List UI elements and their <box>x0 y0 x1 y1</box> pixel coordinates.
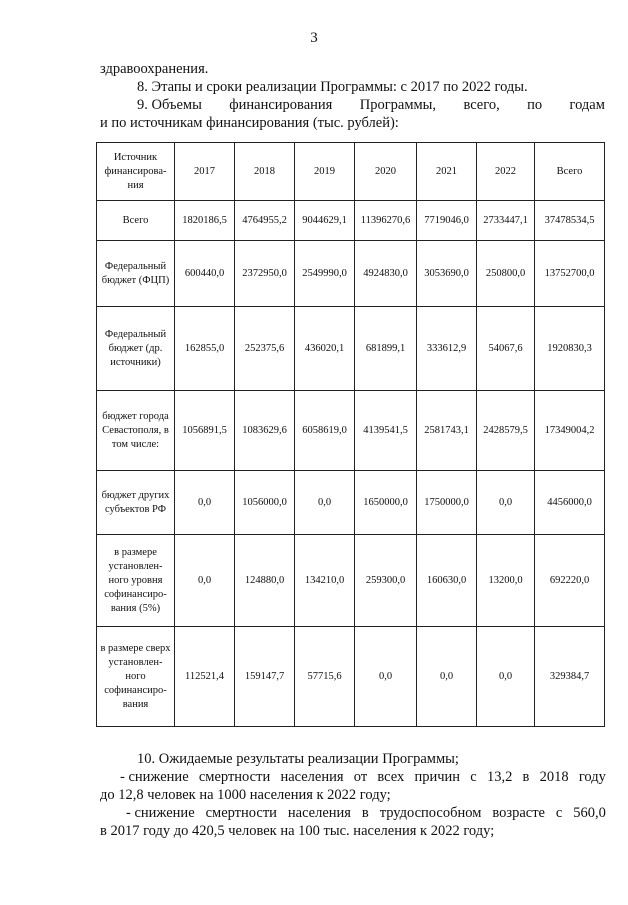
cell-value: 4456000,0 <box>535 471 605 535</box>
table-row <box>97 391 605 471</box>
cell-value: 2428579,5 <box>477 391 535 471</box>
financing-table <box>96 142 605 727</box>
bullet-word: - снижение <box>126 805 195 821</box>
cell-value: 0,0 <box>175 471 235 535</box>
row-label: бюджет города Севастополя, в том числе: <box>97 391 175 471</box>
section-10-bullet-1-line-1 <box>120 768 606 786</box>
cell-value: 4764955,2 <box>235 201 295 241</box>
cell-value: 252375,6 <box>235 307 295 391</box>
header-year: 2021 <box>417 143 477 201</box>
section-9-word: годам <box>569 97 605 113</box>
cell-value: 259300,0 <box>355 535 417 627</box>
header-year: 2018 <box>235 143 295 201</box>
section-9-line-1 <box>137 96 605 114</box>
table-row <box>97 471 605 535</box>
cell-value: 11396270,6 <box>355 201 417 241</box>
cell-value: 2549990,0 <box>295 241 355 307</box>
intro-line: здравоохранения. <box>100 61 209 77</box>
row-label: в размере установлен-ного уровня софинансиро-вания (5%) <box>97 535 175 627</box>
bullet-word: году <box>578 769 606 785</box>
section-10-bullet-2-line-1 <box>126 804 606 822</box>
section-8-text: 8. Этапы и сроки реализации Программы: с 2017 по 2022 годы. <box>137 79 528 95</box>
cell-value: 0,0 <box>417 627 477 727</box>
cell-value: 2733447,1 <box>477 201 535 241</box>
cell-value: 0,0 <box>175 535 235 627</box>
bullet-word: смертности <box>198 769 271 785</box>
bullet-word: в <box>361 805 369 821</box>
bullet-word: всех <box>377 769 405 785</box>
section-9-word: по <box>527 97 543 113</box>
cell-value: 160630,0 <box>417 535 477 627</box>
cell-value: 54067,6 <box>477 307 535 391</box>
bullet-word: с <box>470 769 477 785</box>
table-row <box>97 535 605 627</box>
cell-value: 2581743,1 <box>417 391 477 471</box>
row-label: Федеральный бюджет (ФЦП) <box>97 241 175 307</box>
cell-value: 1750000,0 <box>417 471 477 535</box>
section-10-title: 10. Ожидаемые результаты реализации Программы; <box>137 751 459 767</box>
cell-value: 1083629,6 <box>235 391 295 471</box>
cell-value: 134210,0 <box>295 535 355 627</box>
table-row <box>97 241 605 307</box>
cell-value: 7719046,0 <box>417 201 477 241</box>
row-label: в размере сверх установлен-ного софинансиро-вания <box>97 627 175 727</box>
bullet-word: 13,2 <box>486 769 513 785</box>
section-9-word: Программы, <box>359 97 437 113</box>
cell-value: 124880,0 <box>235 535 295 627</box>
bullet-word: населения <box>287 805 351 821</box>
bullet-word: трудоспособном <box>379 805 482 821</box>
row-label: бюджет других субъектов РФ <box>97 471 175 535</box>
section-10-bullet-1-line-2: до 12,8 человек на 1000 населения к 2022 году; <box>100 787 391 803</box>
cell-value: 4139541,5 <box>355 391 417 471</box>
cell-value: 13200,0 <box>477 535 535 627</box>
cell-value: 436020,1 <box>295 307 355 391</box>
cell-value: 37478534,5 <box>535 201 605 241</box>
header-year: 2020 <box>355 143 417 201</box>
cell-value: 4924830,0 <box>355 241 417 307</box>
cell-value: 1650000,0 <box>355 471 417 535</box>
cell-value: 250800,0 <box>477 241 535 307</box>
cell-value: 0,0 <box>477 471 535 535</box>
cell-value: 1056000,0 <box>235 471 295 535</box>
cell-value: 333612,9 <box>417 307 477 391</box>
cell-value: 17349004,2 <box>535 391 605 471</box>
header-year: 2019 <box>295 143 355 201</box>
bullet-word: возрасте <box>492 805 545 821</box>
cell-value: 1920830,3 <box>535 307 605 391</box>
cell-value: 9044629,1 <box>295 201 355 241</box>
section-9-word: 9. Объемы <box>137 97 202 113</box>
bullet-word: причин <box>414 769 461 785</box>
bullet-word: от <box>353 769 368 785</box>
table-row <box>97 627 605 727</box>
bullet-word: - снижение <box>120 769 189 785</box>
cell-value: 162855,0 <box>175 307 235 391</box>
section-9-word: финансирования <box>229 97 333 113</box>
cell-value: 13752700,0 <box>535 241 605 307</box>
table-row <box>97 201 605 241</box>
bullet-word: 2018 <box>539 769 569 785</box>
cell-value: 681899,1 <box>355 307 417 391</box>
bullet-word: смертности <box>205 805 277 821</box>
header-total: Всего <box>535 143 605 201</box>
cell-value: 6058619,0 <box>295 391 355 471</box>
bullet-word: с <box>555 805 563 821</box>
table-header-row <box>97 143 605 201</box>
section-10-bullet-2-line-2: в 2017 году до 420,5 человек на 100 тыс. населения к 2022 году; <box>100 823 495 839</box>
cell-value: 692220,0 <box>535 535 605 627</box>
cell-value: 57715,6 <box>295 627 355 727</box>
header-year: 2022 <box>477 143 535 201</box>
cell-value: 0,0 <box>477 627 535 727</box>
cell-value: 1056891,5 <box>175 391 235 471</box>
cell-value: 329384,7 <box>535 627 605 727</box>
cell-value: 1820186,5 <box>175 201 235 241</box>
cell-value: 600440,0 <box>175 241 235 307</box>
cell-value: 0,0 <box>295 471 355 535</box>
bullet-word: населения <box>280 769 344 785</box>
section-9-word: всего, <box>463 97 500 113</box>
page-number: 3 <box>310 30 318 46</box>
row-label: Всего <box>97 201 175 241</box>
cell-value: 159147,7 <box>235 627 295 727</box>
header-year: 2017 <box>175 143 235 201</box>
header-source: Источник финансирова-ния <box>97 143 175 201</box>
cell-value: 2372950,0 <box>235 241 295 307</box>
cell-value: 3053690,0 <box>417 241 477 307</box>
section-9-line-2: и по источникам финансирования (тыс. рублей): <box>100 115 399 131</box>
bullet-word: в <box>522 769 530 785</box>
cell-value: 112521,4 <box>175 627 235 727</box>
row-label: Федеральный бюджет (др. источники) <box>97 307 175 391</box>
cell-value: 0,0 <box>355 627 417 727</box>
table-row <box>97 307 605 391</box>
bullet-word: 560,0 <box>573 805 606 821</box>
